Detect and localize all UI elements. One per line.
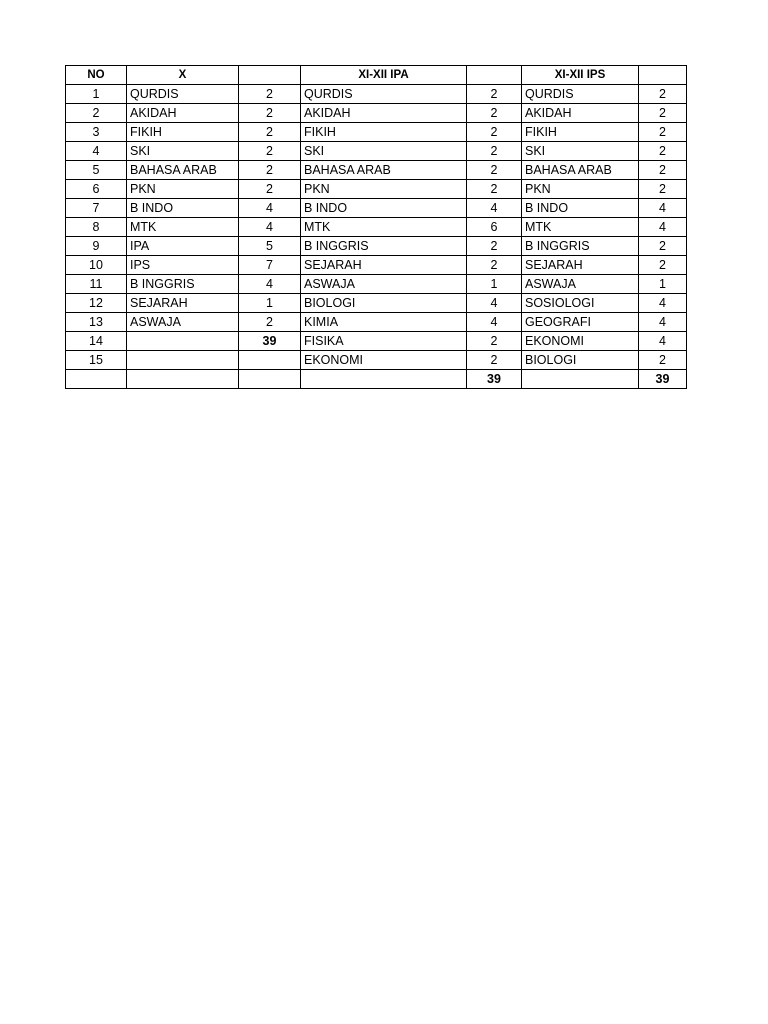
cell-x-hours[interactable]: 2 [239, 85, 301, 104]
cell-ipa-hours[interactable]: 2 [467, 104, 522, 123]
header-x[interactable]: X [127, 66, 239, 85]
cell-ips-hours[interactable]: 1 [639, 275, 687, 294]
cell-x-subject[interactable] [127, 332, 239, 351]
cell-ipa-subject[interactable]: FISIKA [301, 332, 467, 351]
cell-no[interactable]: 5 [66, 161, 127, 180]
cell-ips-subject[interactable]: GEOGRAFI [522, 313, 639, 332]
cell-ipa-hours[interactable]: 2 [467, 85, 522, 104]
cell-ips-hours[interactable]: 2 [639, 104, 687, 123]
cell-ips-subject[interactable]: SEJARAH [522, 256, 639, 275]
spreadsheet-page [65, 65, 687, 389]
table-row [66, 180, 687, 199]
cell-no[interactable] [66, 370, 127, 389]
cell-ipa-subject[interactable]: KIMIA [301, 313, 467, 332]
cell-ipa-subject[interactable]: ASWAJA [301, 275, 467, 294]
cell-ips-hours[interactable]: 2 [639, 256, 687, 275]
cell-ipa-subject[interactable]: AKIDAH [301, 104, 467, 123]
cell-ips-subject[interactable]: QURDIS [522, 85, 639, 104]
header-no[interactable]: NO [66, 66, 127, 85]
cell-no[interactable]: 10 [66, 256, 127, 275]
cell-ips-subject[interactable]: SOSIOLOGI [522, 294, 639, 313]
header-x-hours[interactable] [239, 66, 301, 85]
cell-ips-hours[interactable]: 4 [639, 313, 687, 332]
table-row [66, 123, 687, 142]
cell-ips-subject[interactable] [522, 370, 639, 389]
table-row [66, 161, 687, 180]
cell-no[interactable]: 11 [66, 275, 127, 294]
cell-ips-subject[interactable]: BAHASA ARAB [522, 161, 639, 180]
cell-ipa-hours[interactable]: 2 [467, 180, 522, 199]
table-row [66, 351, 687, 370]
header-ips-hours[interactable] [639, 66, 687, 85]
header-ips[interactable]: XI-XII IPS [522, 66, 639, 85]
table-row [66, 218, 687, 237]
cell-x-subject[interactable]: IPA [127, 237, 239, 256]
cell-x-subject[interactable]: B INDO [127, 199, 239, 218]
cell-no[interactable]: 15 [66, 351, 127, 370]
header-ipa[interactable]: XI-XII IPA [301, 66, 467, 85]
cell-no[interactable]: 4 [66, 142, 127, 161]
cell-ips-subject[interactable]: FIKIH [522, 123, 639, 142]
cell-x-hours[interactable]: 2 [239, 313, 301, 332]
cell-ips-subject[interactable]: PKN [522, 180, 639, 199]
cell-ips-subject[interactable]: AKIDAH [522, 104, 639, 123]
cell-ips-hours[interactable]: 2 [639, 85, 687, 104]
cell-x-hours[interactable]: 2 [239, 161, 301, 180]
cell-x-hours[interactable]: 1 [239, 294, 301, 313]
cell-ips-hours[interactable]: 2 [639, 351, 687, 370]
cell-ipa-subject[interactable]: EKONOMI [301, 351, 467, 370]
cell-no[interactable]: 1 [66, 85, 127, 104]
cell-x-subject[interactable]: MTK [127, 218, 239, 237]
cell-ipa-subject[interactable]: BIOLOGI [301, 294, 467, 313]
cell-x-subject[interactable] [127, 351, 239, 370]
cell-x-subject[interactable]: AKIDAH [127, 104, 239, 123]
cell-ipa-hours[interactable]: 1 [467, 275, 522, 294]
cell-ips-subject[interactable]: BIOLOGI [522, 351, 639, 370]
cell-x-hours[interactable]: 2 [239, 123, 301, 142]
cell-no[interactable]: 14 [66, 332, 127, 351]
cell-no[interactable]: 6 [66, 180, 127, 199]
cell-ips-hours[interactable]: 2 [639, 142, 687, 161]
cell-x-hours[interactable]: 2 [239, 180, 301, 199]
subject-hours-table [65, 65, 687, 389]
cell-ipa-subject[interactable]: PKN [301, 180, 467, 199]
cell-ipa-subject[interactable]: SEJARAH [301, 256, 467, 275]
table-row [66, 237, 687, 256]
cell-ipa-hours[interactable]: 4 [467, 199, 522, 218]
header-row [66, 66, 687, 85]
table-row [66, 370, 687, 389]
cell-x-subject[interactable]: QURDIS [127, 85, 239, 104]
cell-no[interactable]: 3 [66, 123, 127, 142]
cell-ips-hours[interactable]: 39 [639, 370, 687, 389]
cell-ips-hours[interactable]: 2 [639, 237, 687, 256]
cell-ips-subject[interactable]: B INDO [522, 199, 639, 218]
cell-ips-subject[interactable]: SKI [522, 142, 639, 161]
cell-x-subject[interactable]: FIKIH [127, 123, 239, 142]
cell-no[interactable]: 8 [66, 218, 127, 237]
cell-ipa-subject[interactable]: B INGGRIS [301, 237, 467, 256]
cell-ipa-hours[interactable]: 2 [467, 161, 522, 180]
cell-ipa-hours[interactable]: 2 [467, 351, 522, 370]
cell-no[interactable]: 7 [66, 199, 127, 218]
cell-x-subject[interactable]: ASWAJA [127, 313, 239, 332]
table-row [66, 294, 687, 313]
cell-ipa-subject[interactable]: B INDO [301, 199, 467, 218]
cell-x-subject[interactable]: SKI [127, 142, 239, 161]
table-row [66, 313, 687, 332]
cell-x-hours[interactable]: 2 [239, 142, 301, 161]
cell-ipa-subject[interactable]: BAHASA ARAB [301, 161, 467, 180]
cell-ips-hours[interactable]: 4 [639, 294, 687, 313]
table-row [66, 142, 687, 161]
table-row [66, 85, 687, 104]
cell-x-hours[interactable]: 2 [239, 104, 301, 123]
cell-ipa-hours[interactable]: 2 [467, 237, 522, 256]
cell-ipa-subject[interactable]: SKI [301, 142, 467, 161]
cell-ipa-hours[interactable]: 39 [467, 370, 522, 389]
cell-x-hours[interactable]: 5 [239, 237, 301, 256]
cell-ips-hours[interactable]: 4 [639, 218, 687, 237]
cell-no[interactable]: 12 [66, 294, 127, 313]
cell-ipa-subject[interactable]: FIKIH [301, 123, 467, 142]
cell-x-hours[interactable] [239, 351, 301, 370]
cell-x-subject[interactable] [127, 370, 239, 389]
cell-ips-subject[interactable]: ASWAJA [522, 275, 639, 294]
cell-x-hours[interactable]: 4 [239, 218, 301, 237]
cell-x-hours[interactable]: 4 [239, 275, 301, 294]
cell-ipa-hours[interactable]: 4 [467, 313, 522, 332]
cell-ips-subject[interactable]: MTK [522, 218, 639, 237]
table-row [66, 104, 687, 123]
table-row [66, 256, 687, 275]
cell-ipa-hours[interactable]: 6 [467, 218, 522, 237]
cell-x-subject[interactable]: B INGGRIS [127, 275, 239, 294]
cell-ips-subject[interactable]: B INGGRIS [522, 237, 639, 256]
cell-no[interactable]: 9 [66, 237, 127, 256]
cell-no[interactable]: 2 [66, 104, 127, 123]
cell-x-hours[interactable]: 7 [239, 256, 301, 275]
cell-x-hours[interactable] [239, 370, 301, 389]
table-row [66, 199, 687, 218]
cell-ips-hours[interactable]: 4 [639, 332, 687, 351]
cell-x-hours[interactable]: 4 [239, 199, 301, 218]
cell-x-subject[interactable]: BAHASA ARAB [127, 161, 239, 180]
cell-ips-hours[interactable]: 2 [639, 123, 687, 142]
cell-ips-hours[interactable]: 4 [639, 199, 687, 218]
cell-ipa-subject[interactable] [301, 370, 467, 389]
cell-ipa-hours[interactable]: 2 [467, 256, 522, 275]
header-ipa-hours[interactable] [467, 66, 522, 85]
cell-x-subject[interactable]: IPS [127, 256, 239, 275]
cell-ipa-hours[interactable]: 2 [467, 142, 522, 161]
cell-ips-hours[interactable]: 2 [639, 161, 687, 180]
cell-ipa-hours[interactable]: 4 [467, 294, 522, 313]
cell-ipa-subject[interactable]: QURDIS [301, 85, 467, 104]
cell-x-subject[interactable]: SEJARAH [127, 294, 239, 313]
cell-ipa-hours[interactable]: 2 [467, 123, 522, 142]
cell-x-hours[interactable]: 39 [239, 332, 301, 351]
cell-ips-hours[interactable]: 2 [639, 180, 687, 199]
table-row [66, 275, 687, 294]
cell-ips-subject[interactable]: EKONOMI [522, 332, 639, 351]
cell-ipa-hours[interactable]: 2 [467, 332, 522, 351]
table-body [66, 85, 687, 389]
cell-no[interactable]: 13 [66, 313, 127, 332]
table-row [66, 332, 687, 351]
cell-ipa-subject[interactable]: MTK [301, 218, 467, 237]
cell-x-subject[interactable]: PKN [127, 180, 239, 199]
